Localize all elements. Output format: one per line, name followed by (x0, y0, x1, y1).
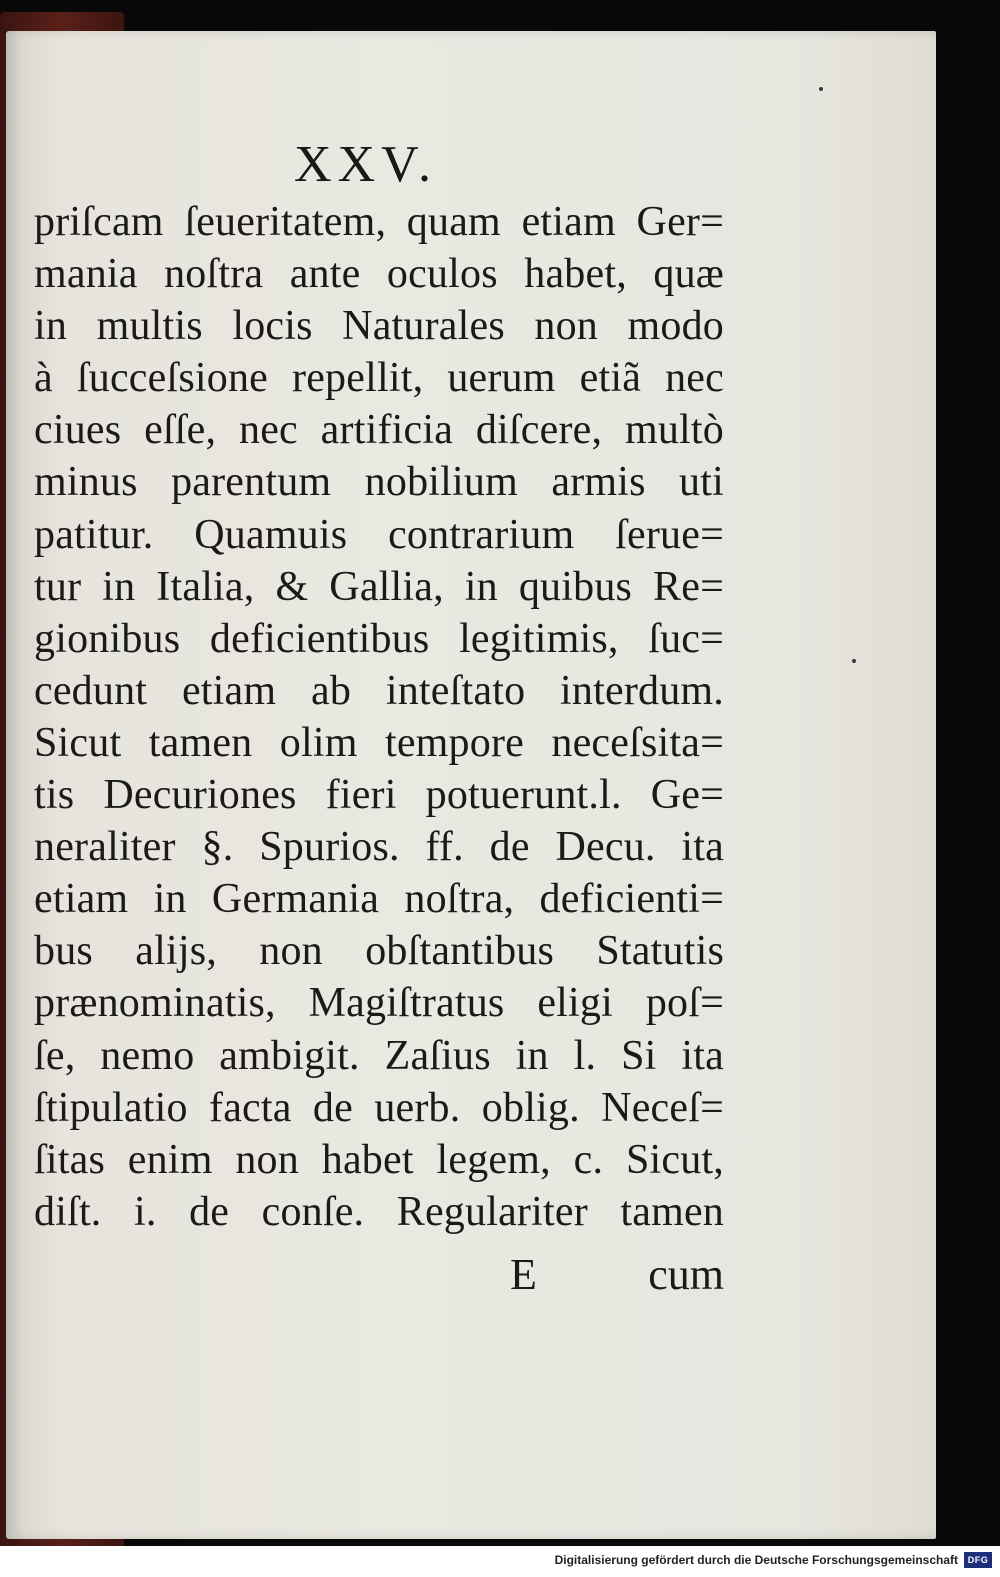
text-line: etiam in Germania noſtra, deficienti= (34, 876, 724, 923)
footer-credit: Digitalisierung gefördert durch die Deutsche Forschungsgemeinschaft (554, 1553, 958, 1567)
text-line: in multis locis Naturales non modo (34, 303, 724, 350)
page-foot (34, 1249, 724, 1301)
book-page (6, 31, 936, 1539)
text-line: tis Decuriones fieri potuerunt.l. Ge= (34, 772, 724, 819)
text-line: prænominatis, Magiſtratus eligi poſ= (34, 980, 724, 1027)
text-line: Sicut tamen olim tempore neceſsita= (34, 719, 724, 766)
text-line: à ſucceſsione repellit, uerum etiã nec (34, 355, 724, 402)
text-line: cedunt etiam ab inteſtato interdum. (34, 667, 724, 714)
text-line: ſe, nemo ambigit. Zaſius in l. Si ita (34, 1032, 724, 1079)
text-line: minus parentum nobilium armis uti (34, 459, 724, 506)
text-line: ciues eſſe, nec artificia diſcere, multò (34, 407, 724, 454)
signature-mark: E (510, 1250, 537, 1299)
paper-speck (819, 87, 823, 91)
dfg-logo-icon: DFG (964, 1552, 992, 1568)
paper-speck (852, 659, 856, 663)
text-line: ſtipulatio facta de uerb. oblig. Neceſ= (34, 1084, 724, 1131)
text-line: patitur. Quamuis contrarium ſerue= (34, 511, 724, 558)
text-line: priſcam ſeueritatem, quam etiam Ger= (34, 199, 724, 245)
page-text (34, 196, 724, 1238)
text-line: gionibus deficientibus legitimis, ſuc= (34, 615, 724, 662)
text-line: diſt. i. de conſe. Regulariter tamen (34, 1188, 724, 1235)
page-header: XXV. (294, 136, 437, 193)
text-line: bus alijs, non obſtantibus Statutis (34, 928, 724, 975)
catchword: cum (648, 1250, 724, 1299)
text-line: neraliter §. Spurios. ff. de Decu. ita (34, 824, 724, 871)
text-line: ſitas enim non habet legem, c. Sicut, (34, 1136, 724, 1183)
text-line: tur in Italia, & Gallia, in quibus Re= (34, 563, 724, 610)
footer-bar (0, 1546, 1000, 1577)
text-line: mania noſtra ante oculos habet, quæ (34, 251, 724, 298)
